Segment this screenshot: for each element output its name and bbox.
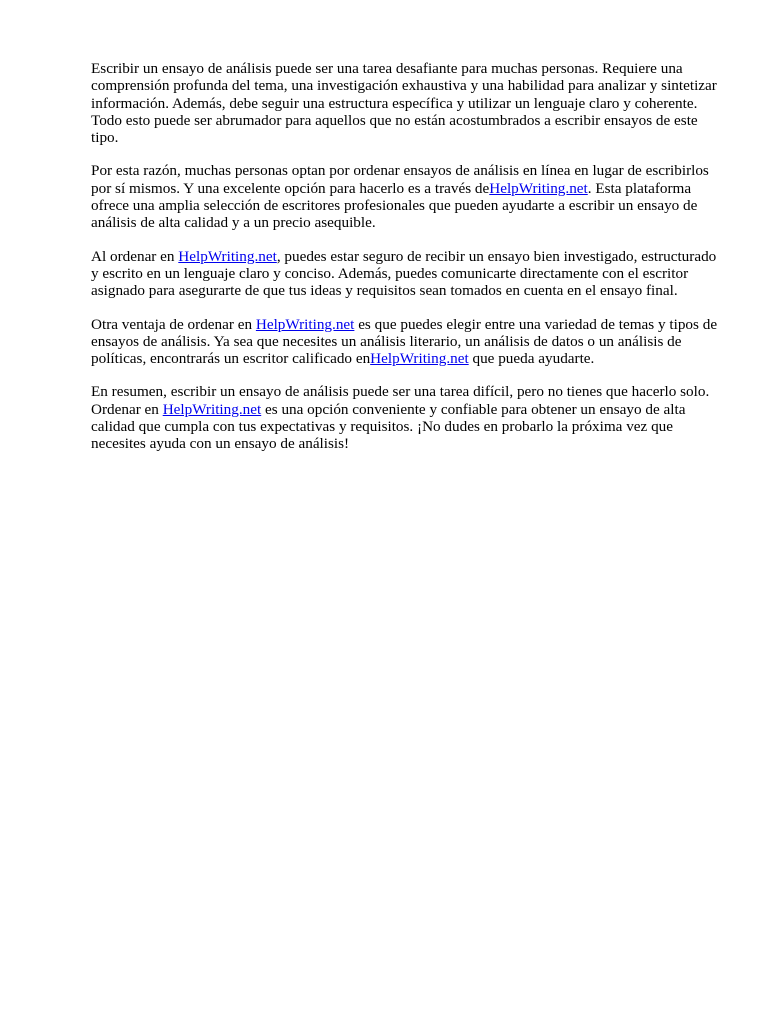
paragraph-advantage: [91, 316, 727, 368]
helpwriting-link[interactable]: HelpWriting.net: [178, 247, 277, 265]
paragraph-ordering: [91, 248, 727, 300]
paragraph-intro: Escribir un ensayo de análisis puede ser una tarea desafiante para muchas personas. Requiere una comprensión profunda del tema, una investigación exhaustiva y una habilidad para analizar y sintetizar información. Además, debe seguir una estructura específica y utilizar un lenguaje claro y coherente. Todo esto puede ser abrumador para aquellos que no están acostumbrados a escribir ensayos de este tipo.: [91, 60, 717, 147]
paragraph-text: . Esta plataforma ofrece una amplia selección de escritores profesionales que pueden ayudarte a escribir un ensayo de análisis de alta calidad y a un precio asequible.: [91, 179, 698, 232]
paragraph-text: Por esta razón, muchas personas optan por ordenar ensayos de análisis en línea en lugar de escribirlos por sí mismos. Y una excelente opción para hacerlo es a través de: [91, 162, 709, 197]
helpwriting-link[interactable]: HelpWriting.net: [255, 315, 355, 333]
helpwriting-link[interactable]: HelpWriting.net: [370, 350, 469, 368]
paragraph-reason: [91, 162, 727, 231]
paragraph-text: que pueda ayudarte.: [468, 350, 595, 368]
paragraph-summary: [91, 383, 727, 452]
paragraph-text: es una opción conveniente y confiable para obtener un ensayo de alta calidad que cumpla con tus expectativas y requisitos. ¡No dudes en probarlo la próxima vez que necesites ayuda con un ensayo de análisis!: [91, 400, 686, 453]
paragraph-text: , puedes estar seguro de recibir un ensayo bien investigado, estructurado y escrito en un lenguaje claro y conciso. Además, puedes comunicarte directamente con el escritor asignado para asegurarte de que tus ideas y requisitos sean tomados en cuenta en el ensayo final.: [91, 247, 717, 300]
paragraph-text: En resumen, escribir un ensayo de análisis puede ser una tarea difícil, pero no tienes que hacerlo solo. Ordenar en: [91, 383, 710, 418]
helpwriting-link[interactable]: HelpWriting.net: [162, 400, 262, 418]
paragraph-text: es que puedes elegir entre una variedad de temas y tipos de ensayos de análisis. Ya sea que necesites un análisis literario, un análisis de datos o un análisis de políticas, encontrarás un escritor calificado en: [91, 315, 718, 368]
paragraph-text: Al ordenar en: [91, 247, 179, 265]
document-page: [91, 60, 727, 469]
helpwriting-link[interactable]: HelpWriting.net: [489, 179, 588, 197]
paragraph-text: Otra ventaja de ordenar en: [91, 315, 256, 333]
